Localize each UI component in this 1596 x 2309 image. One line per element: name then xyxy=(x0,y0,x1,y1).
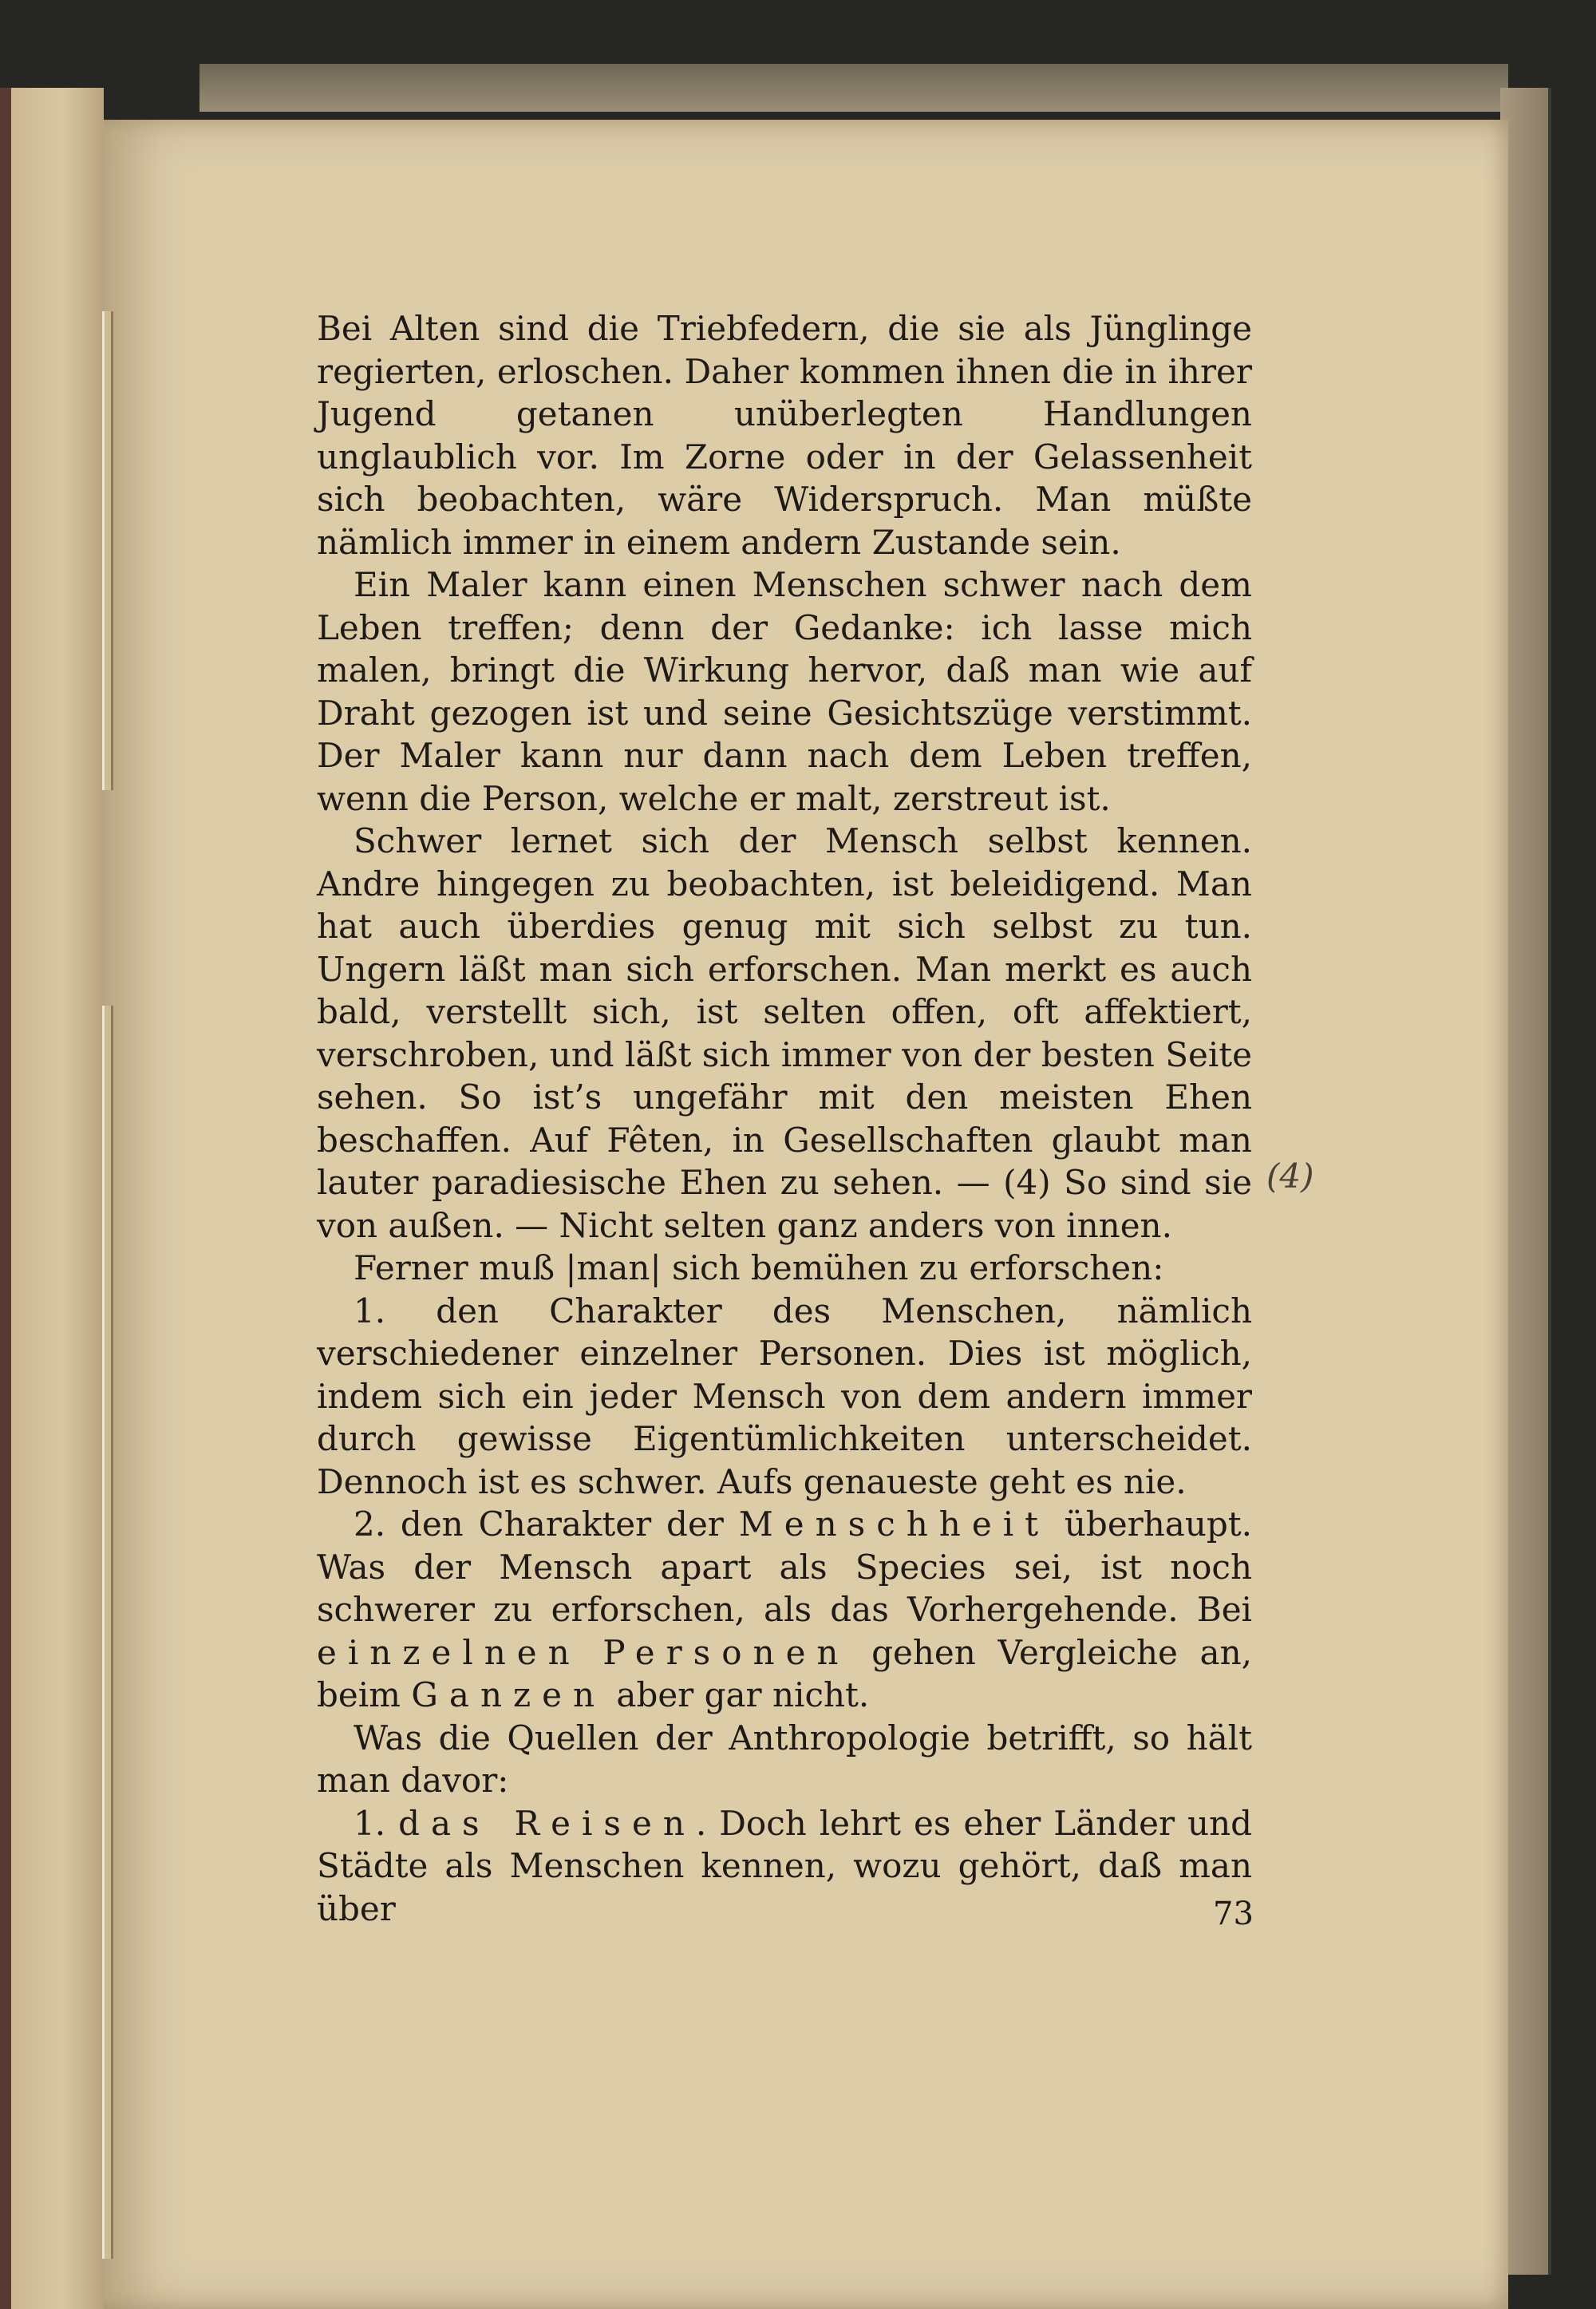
paragraph: Ferner muß |man| sich bemühen zu erforschen: xyxy=(354,1248,1164,1287)
book-spine xyxy=(0,88,11,2309)
binding-thread xyxy=(102,1006,113,2259)
facing-page-edge xyxy=(0,88,104,2309)
binding-thread xyxy=(102,311,113,790)
paragraph: Ein Maler kann einen Menschen schwer nach dem Leben treffen; denn der Gedanke: ich lasse mich malen, bringt die Wirkung hervor, daß man wie auf Draht gezogen ist und seine Gesichtszüge verstimmt. Der Maler kann nur dann nach dem Leben treffen, wenn die Person, welche er malt, zerstreut ist. xyxy=(317,565,1252,818)
emphasized-text: Personen xyxy=(602,1632,850,1672)
text-run xyxy=(581,1633,603,1672)
paragraph: Schwer lernet sich der Mensch selbst kennen. Andre hingegen zu beobachten, ist beleidigend. Man hat auch überdies genug mit sich selbst zu tun. Ungern läßt man sich erforschen. Man merkt es auch bald, verstellt sich, ist selten offen, oft affektiert, verschroben, und läßt sich immer von der besten Seite sehen. So ist’s ungefähr mit den meisten Ehen beschaffen. Auf Fêten, in Gesellschaften glaubt man lauter paradiesische Ehen zu sehen. — (4) So sind sie von außen. — Nicht selten ganz anders von innen. xyxy=(317,821,1252,1245)
emphasized-text: Ganzen xyxy=(411,1675,606,1714)
page-text xyxy=(317,307,1252,1930)
paragraph xyxy=(317,1802,1252,1931)
paragraph: Bei Alten sind die Triebfedern, die sie als Jünglinge regierten, erloschen. Daher kommen ihnen die in ihrer Jugend getanen unüberlegten Handlungen unglaublich vor. Im Zorne oder in der Gelassenheit sich beobachten, wäre Widerspruch. Man müßte nämlich immer in einem andern Zustande sein. xyxy=(317,309,1252,562)
paragraph: 1. den Charakter des Menschen, nämlich verschiedener einzelner Personen. Dies ist möglich, indem sich ein jeder Mensch von dem andern immer durch gewisse Eigentümlichkeiten unterscheidet. Dennoch ist es schwer. Aufs genaueste geht es nie. xyxy=(317,1291,1252,1501)
text-run: überhaupt. Was der Mensch apart als Species sei, ist noch schwerer zu erforschen, als das Vorhergehende. Bei xyxy=(317,1504,1253,1629)
emphasized-text: einzelnen xyxy=(317,1632,581,1672)
emphasized-text: Menschheit xyxy=(738,1504,1050,1544)
emphasized-text: das Reisen xyxy=(398,1803,696,1843)
book-cover-edge xyxy=(200,64,1508,112)
text-run: gehen Vergleiche an, beim xyxy=(317,1632,1252,1714)
text-run: 2. den Charakter der xyxy=(354,1504,739,1544)
page-number: 73 xyxy=(1213,1896,1254,1932)
text-run: 1. xyxy=(354,1803,399,1843)
paragraph xyxy=(317,1503,1252,1717)
text-run: aber gar nicht. xyxy=(606,1675,870,1714)
paragraph: Was die Quellen der Anthropologie betrifft, so hält man davor: xyxy=(317,1718,1252,1800)
margin-note: (4) xyxy=(1266,1156,1314,1196)
text-run: . Doch lehrt es eher Länder und Städte als Menschen kennen, wozu gehört, daß man über xyxy=(317,1803,1253,1928)
